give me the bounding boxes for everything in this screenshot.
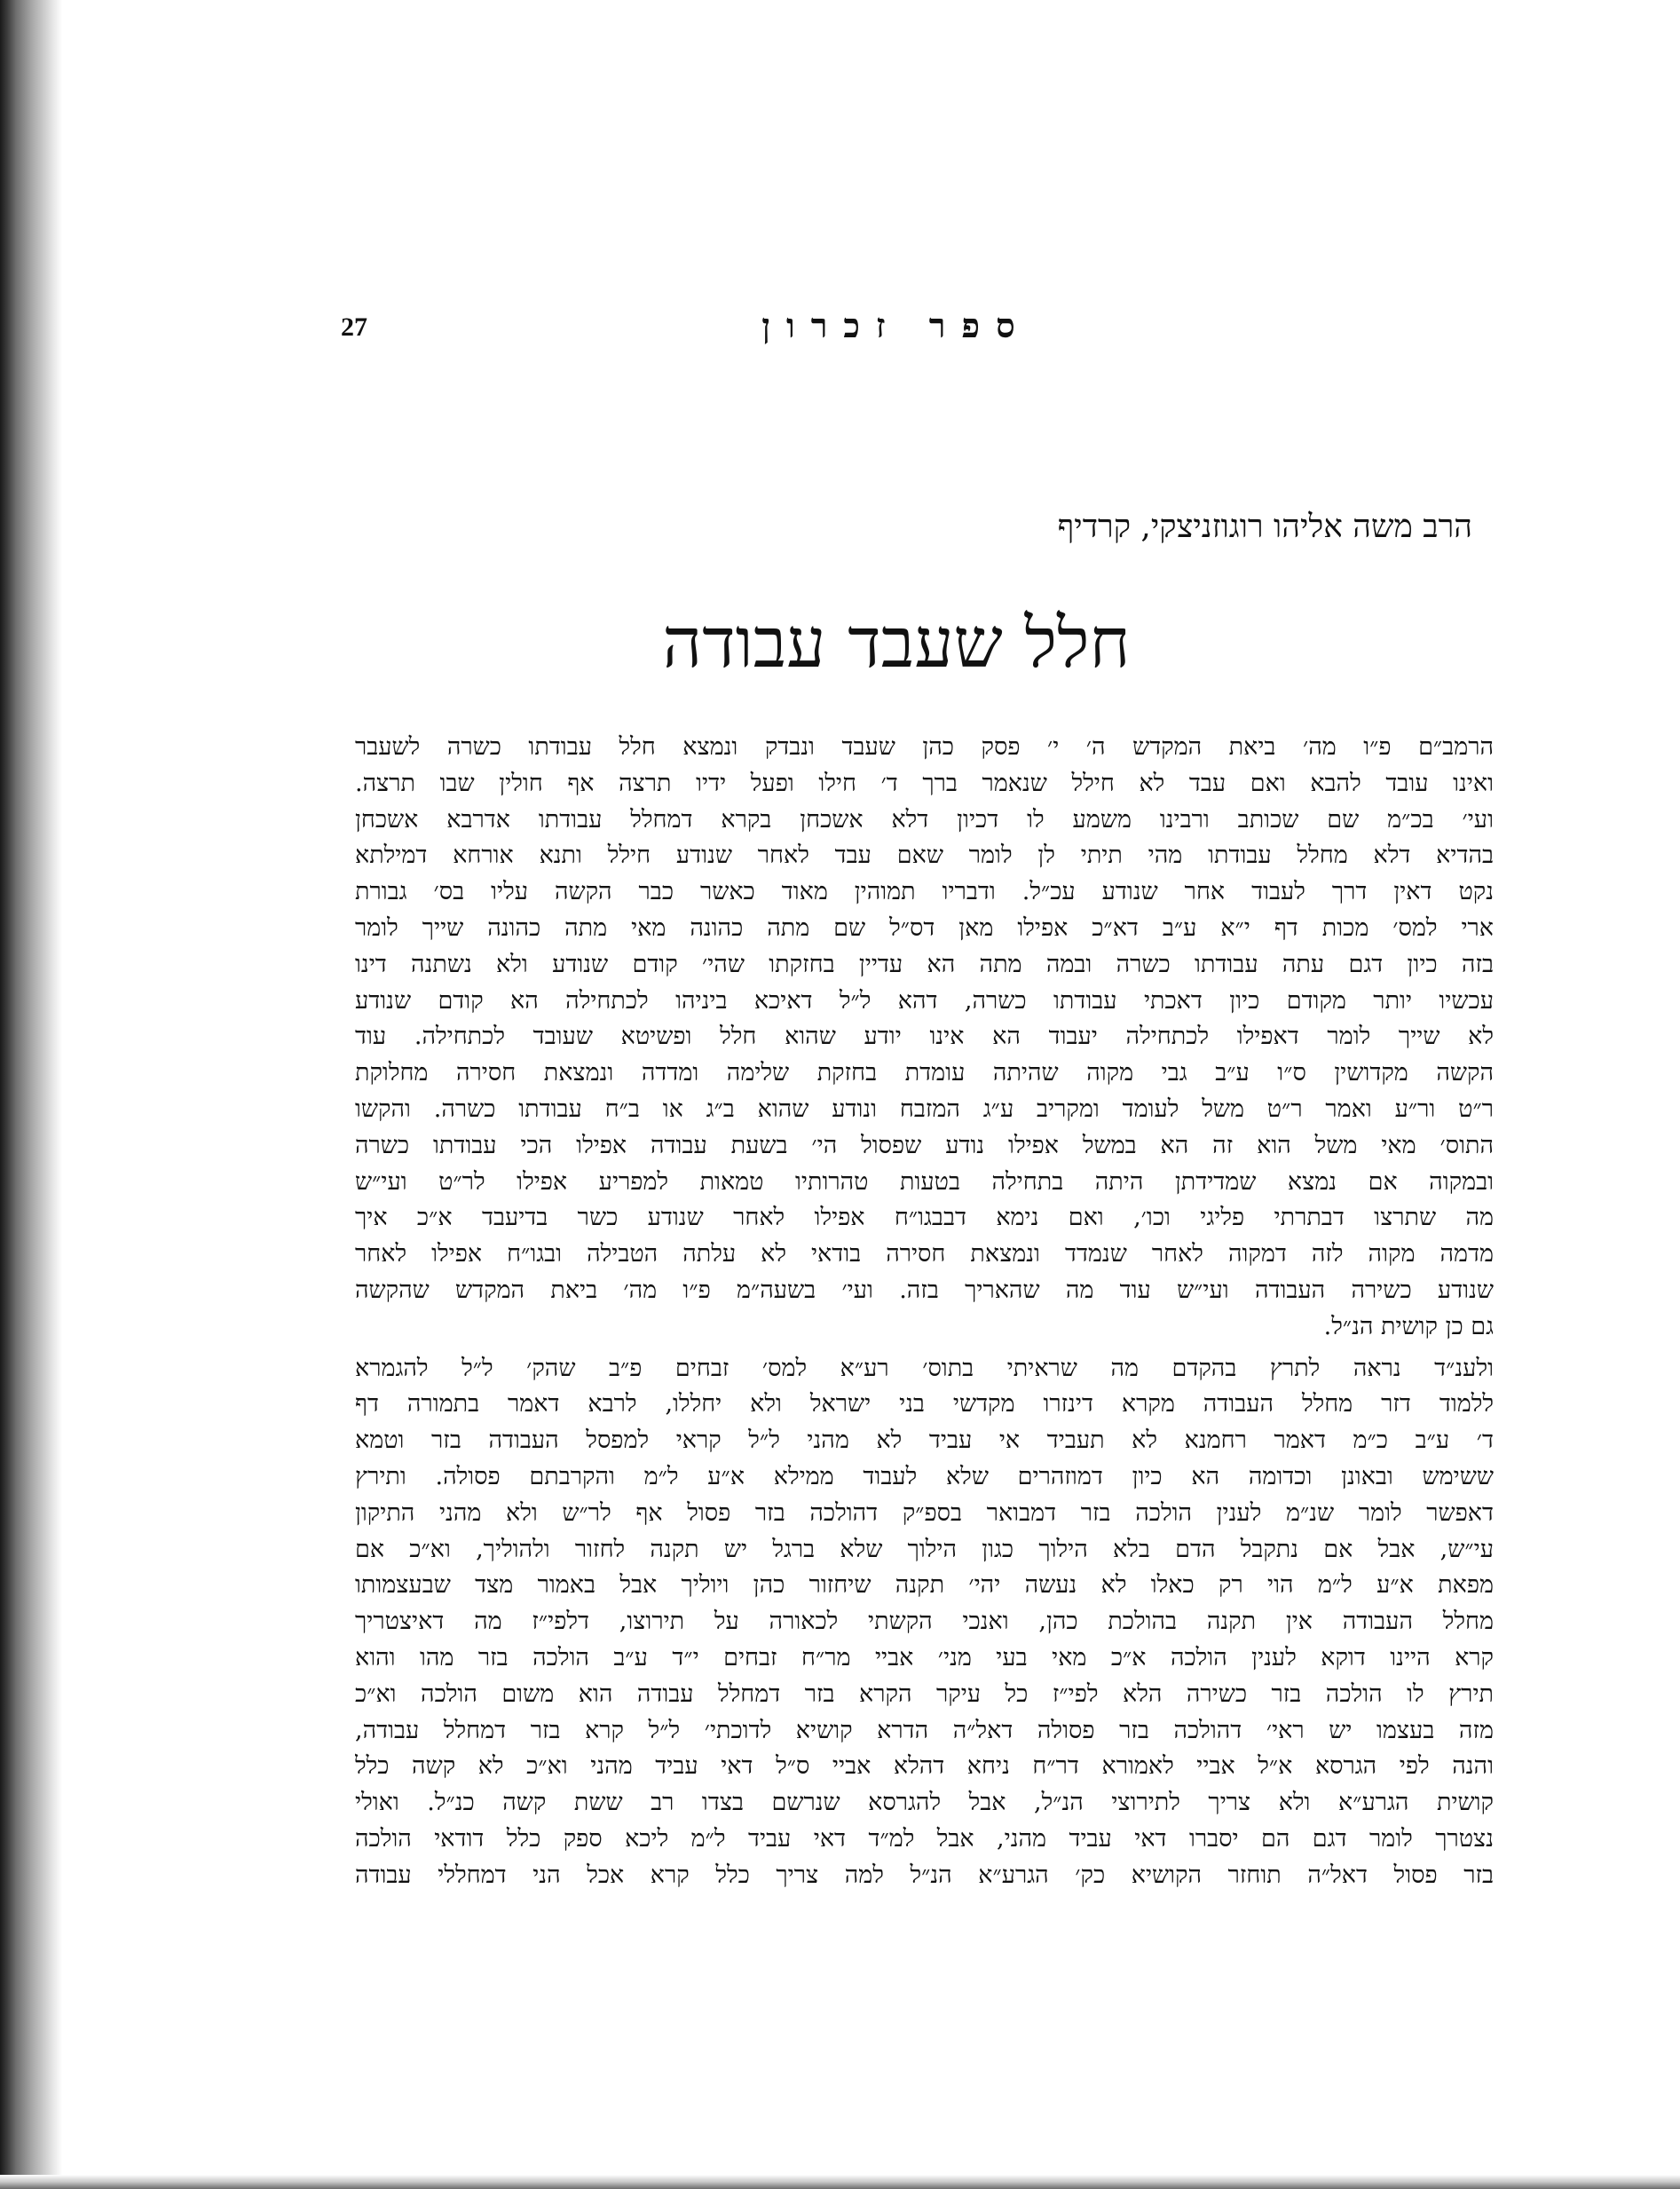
text-line: ארי למס׳ מכות דף י״א ע״ב דא״כ אפילו מאן דס״ל שם מתה כהונה מאי מתה כהונה שייך לומר — [355, 913, 1494, 942]
text-line: ואינו עובד להבא ואם עבד לא חילל שנאמר ברך ד׳ חילו ופעל ידיו תרצה אף חולין שבו תרצה. — [355, 769, 1494, 797]
paragraph-1 — [355, 730, 1494, 1346]
text-line: מזה בעצמו יש ראי׳ דהולכה בזר פסולה דאל״ה הדרא קושיא לדוכתי׳ ל״ל קרא בזר דמחלל עבודה, — [355, 1716, 1494, 1744]
text-line: ועי׳ בכ״מ שם שכותב ורבינו משמע לו דכיון דלא אשכחן בקרא דמחלל עבודתו אדרבא אשכחן — [355, 805, 1494, 834]
text-line: ד׳ ע״ב כ״מ דאמר רחמנא לא תעביד אי עביד לא מהני ל״ל קראי למפסל העבודה בזר וטמא — [355, 1426, 1494, 1455]
text-line: והנה לפי הגרסא א״ל אביי לאמורא דר״ח ניחא דהלא אביי ס״ל דאי עביד מהני וא״כ לא קשה כלל — [355, 1752, 1494, 1781]
text-line: לא שייך לומר דאפילו לכתחילה יעבוד הא אינו יודע שהוא חלל ופשיטא שעובד לכתחילה. עוד — [355, 1023, 1494, 1051]
text-line: עי״ש, אבל אם נתקבל הדם בלא הילוך כגון הילוך שלא ברגל יש תקנה לחזור ולהוליך, וא״כ אם — [355, 1535, 1494, 1563]
text-line: ר״ט ור״ע ואמר ר״ט משל לעומד ומקריב ע״ג המזבח ונודע שהוא ב״ג או ב״ח עבודתו כשרה. והקשו — [355, 1094, 1494, 1123]
text-line: ובמקוה אם נמצא שמדידתן היתה בתחילה בטעות טהרותיו טמאות למפריע אפילו לר״ט ועי״ש — [355, 1167, 1494, 1196]
page-number: 27 — [341, 312, 367, 342]
text-line: נצטרך לומר דגם הם יסברו דאי עביד מהני, אבל למ״ד דאי עביד ל״מ ליכא ספק כלל דודאי הולכה — [355, 1824, 1494, 1853]
text-line: ששימש ובאונן וכדומה הא כיון דמוזהרים שלא לעבוד ממילא א״ע ל״מ והקרבתם פסולה. ותירץ — [355, 1462, 1494, 1490]
text-line: מחלל העבודה אין תקנה בהולכת כהן, ואנכי הקשתי לכאורה על תירוצו, דלפי״ז מה דאיצטריך — [355, 1608, 1494, 1636]
text-line: שנודע כשירה העבודה ועי״ש עוד מה שהאריך בזה. ועי׳ בשעה״מ פ״ו מה׳ ביאת המקדש שהקשה — [355, 1276, 1494, 1304]
text-line: מה שתרצו דבתרתי פליגי וכו׳, ואם נימא דבבגו״ח אפילו לאחר שנודע כשר בדיעבד א״כ איך — [355, 1204, 1494, 1232]
text-line: הקשה מקדושין ס״ו ע״ב גבי מקוה שהיתה עומדת בחזקת שלימה ומדדה ונמצאת חסירה מחלוקת — [355, 1059, 1494, 1087]
text-line: בהדיא דלא מחלל עבודתו מהי תיתי לן לומר שאם עבד לאחר שנודע חילל ותנא אורחא דמילתא — [355, 842, 1494, 870]
text-line: עכשיו יותר מקודם כיון דאכתי עבודתו כשרה, דהא ל״ל דאיכא ביניהו לכתחילה הא קודם שנודע — [355, 986, 1494, 1015]
scan-shadow-left — [0, 0, 62, 2189]
article-body — [355, 730, 1494, 1894]
text-line: קרא היינו דוקא לענין הולכה א״כ מאי בעי מני׳ אביי מר״ח זבחים י״ד ע״ב הולכה בזר מהו והוא — [355, 1643, 1494, 1671]
text-line: ללמוד דזר מחלל העבודה מקרא דינזרו מקדשי בני ישראל ולא יחללו, לרבא דאמר בתמורה דף — [355, 1390, 1494, 1419]
text-line: ולענ״ד נראה לתרץ בהקדם מה שראיתי בתוס׳ רע״א למס׳ זבחים פ״ב שהק׳ ל״ל להגמרא — [355, 1354, 1494, 1382]
text-line: מדמה מקוה לזה דמקוה לאחר שנמדד ונמצאת חסירה בודאי לא עלתה הטבילה ובגו״ח אפילו לאחר — [355, 1240, 1494, 1268]
text-line: מפאת א״ע ל״מ הוי רק כאלו לא נעשה יהי׳ תקנה שיחזור כהן ויוליך אבל באמור מצד שבעצמותו — [355, 1571, 1494, 1600]
text-line: התוס׳ מאי משל הוא זה הא במשל אפילו נודע שפסול הי׳ בשעת עבודה אפילו הכי עבודתו כשרה — [355, 1131, 1494, 1159]
paragraph-2 — [355, 1351, 1494, 1894]
text-line: הרמב״ם פ״ו מה׳ ביאת המקדש ה׳ י׳ פסק כהן שעבד ונבדק ונמצא חלל עבודתו כשרה לשעבר — [355, 733, 1494, 761]
text-line: דאפשר לומר שנ״מ לענין הולכה בזר דמבואר בספ״ק דהולכה בזר פסול אף לר״ש ולא מהני התיקון — [355, 1498, 1494, 1527]
text-line: בזה כיון דגם עתה עבודתו כשרה ובמה מתה הא עדיין בחזקתו שהי׳ קודם שנודע ולא נשתנה דינו — [355, 950, 1494, 978]
running-head: ספר זכרון — [761, 305, 1031, 345]
scan-shadow-bottom — [0, 2175, 1680, 2189]
text-line: תירץ לו הולכה בזר כשירה הלא לפי״ז כל עיקר הקרא בזר דמחלל עבודה הוא משום הולכה וא״כ — [355, 1679, 1494, 1708]
text-line: קושית הגרע״א ולא צריך לתירוצי הנ״ל, אבל להגרסא שנרשם בצדו רב ששת קשה כנ״ל. ואולי — [355, 1789, 1494, 1817]
article-author: הרב משה אליהו רוגוזניצקי, קרדיף — [1057, 509, 1472, 545]
text-line: גם כן קושית הנ״ל. — [1323, 1312, 1494, 1340]
article-title: חלל שעבד עבודה — [662, 604, 1131, 684]
text-line: בזר פסול דאל״ה תוחזר הקושיא כק׳ הגרע״א הנ״ל למה צריך כלל קרא אכל הני דמחללי עבודה — [355, 1861, 1494, 1889]
text-line: נקט דאין דרך לעבוד אחר שנודע עכ״ל. ודבריו תמוהין מאוד כאשר כבר הקשה עליו בס׳ גבורת — [355, 878, 1494, 906]
